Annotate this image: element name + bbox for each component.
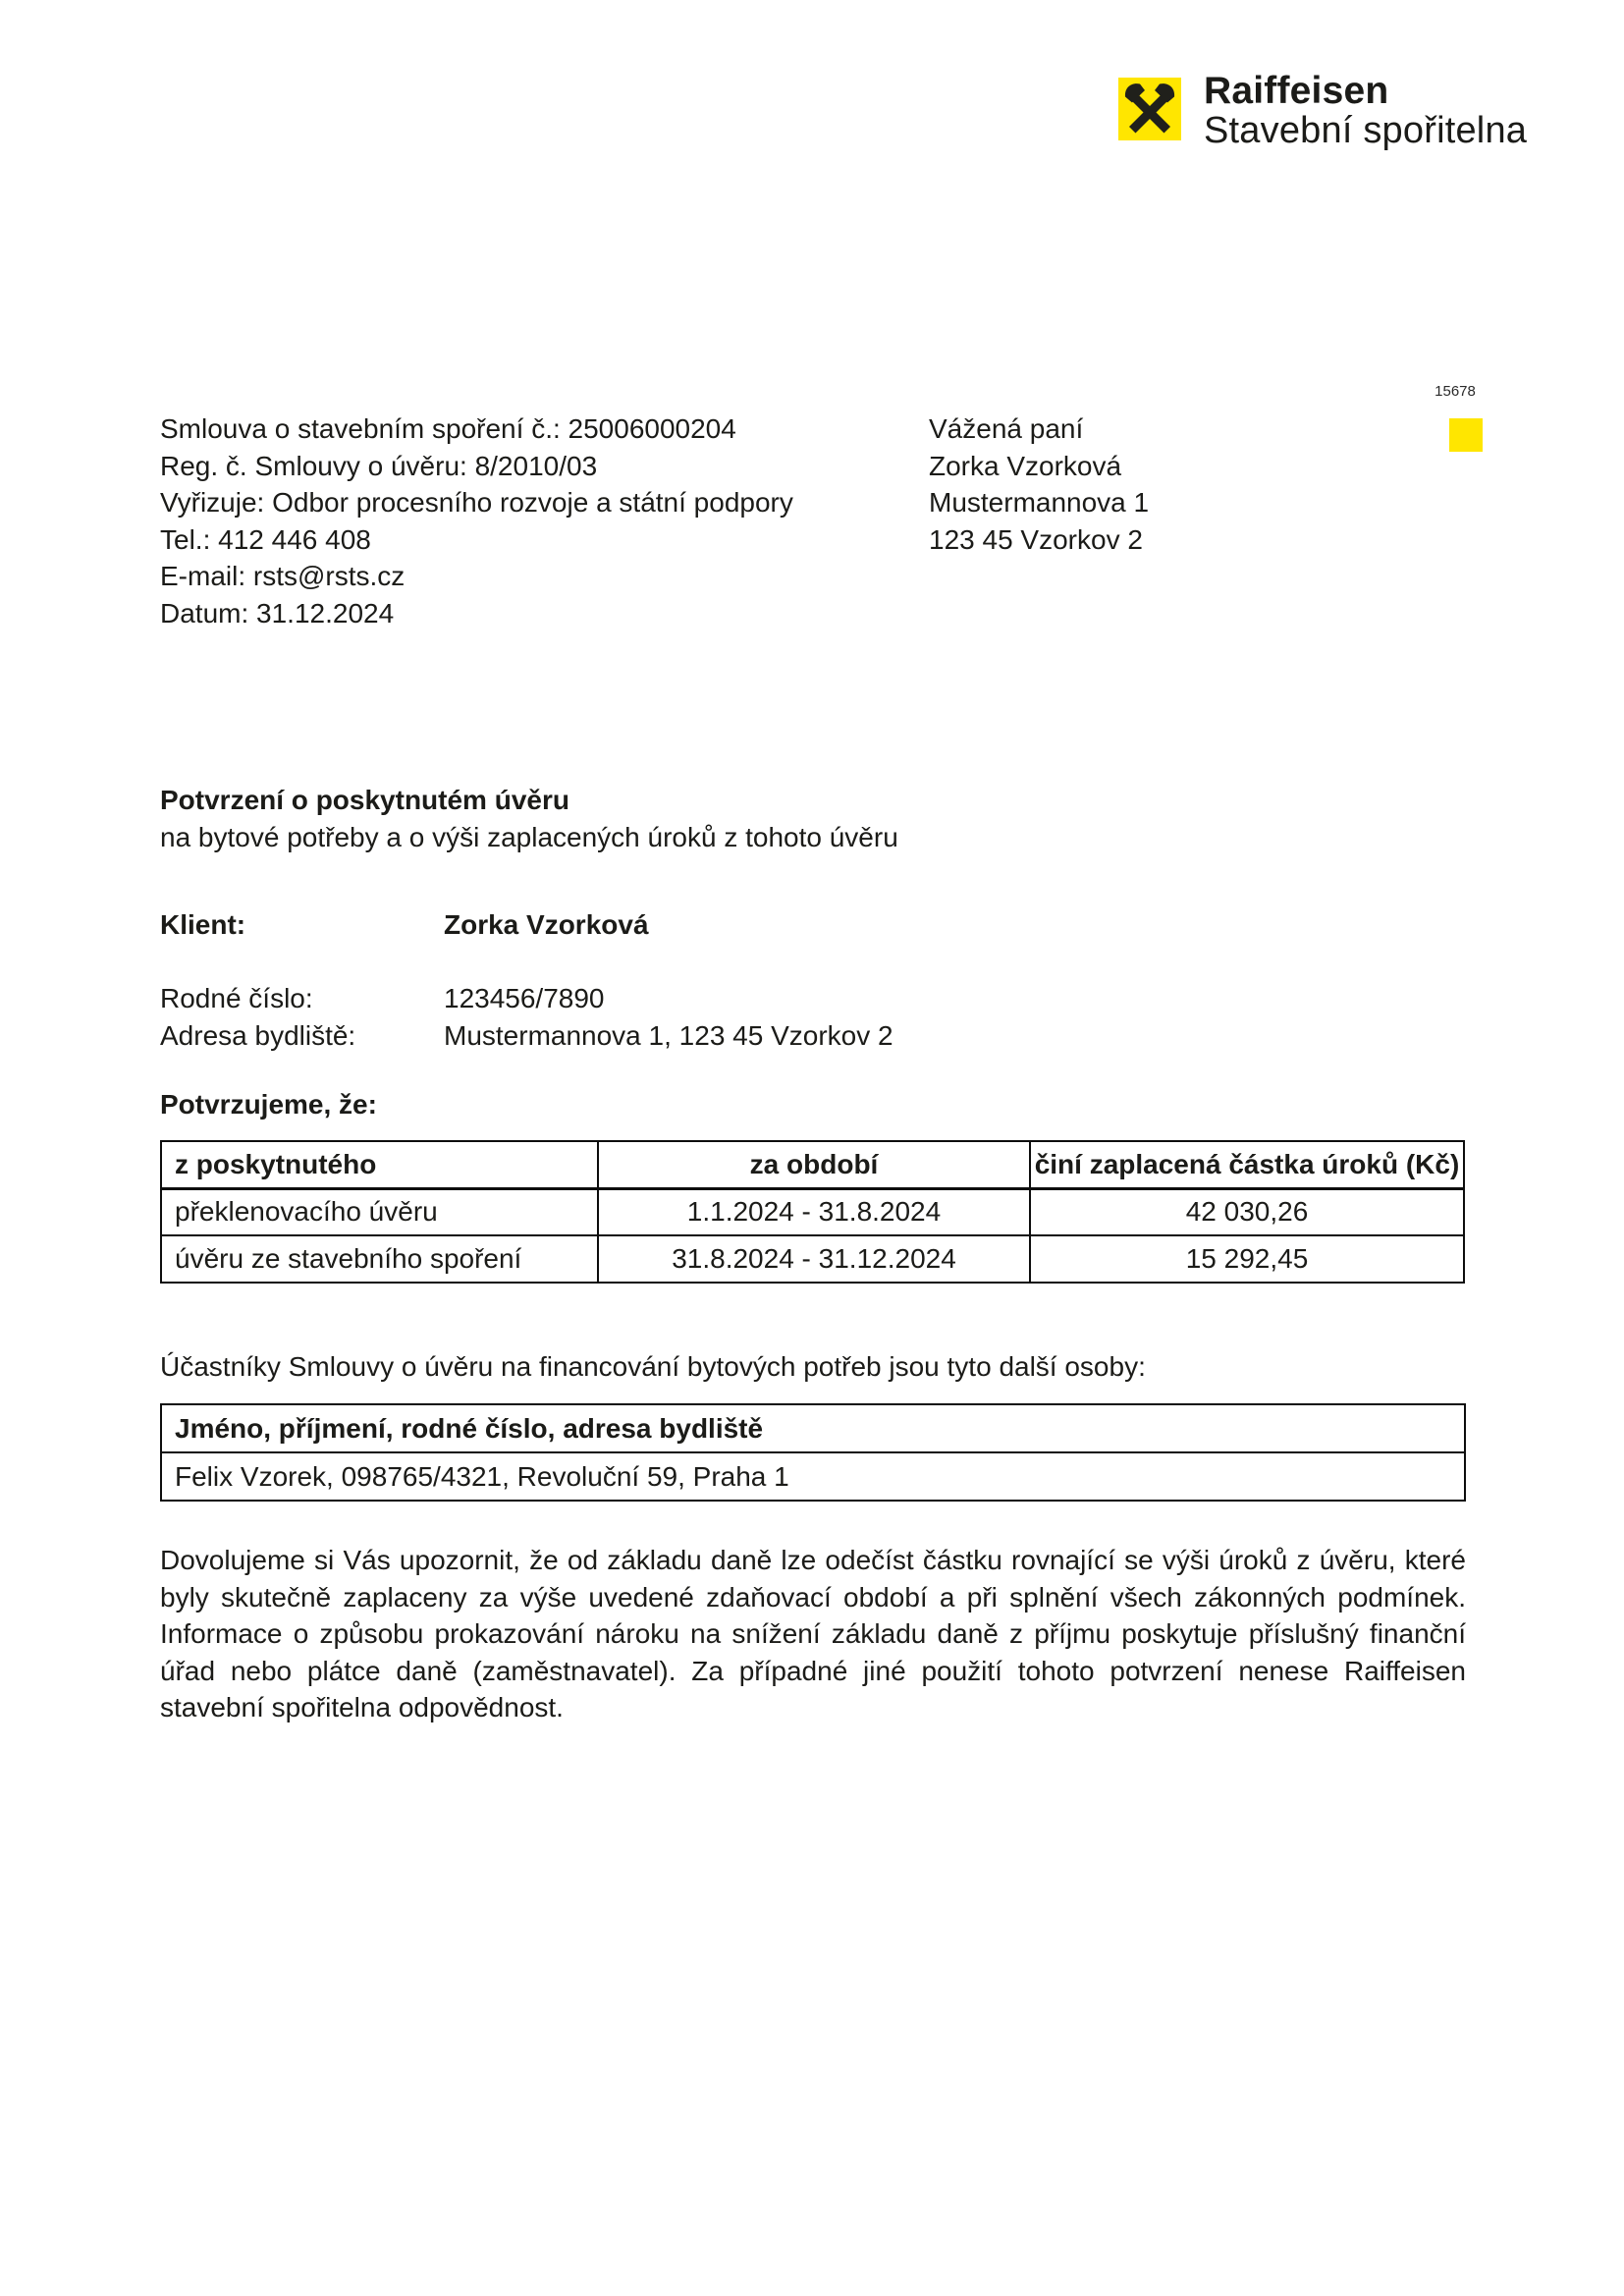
yellow-corner-marker bbox=[1449, 418, 1483, 452]
birth-number-label: Rodné číslo: bbox=[160, 983, 313, 1013]
text-line: Vyřizuje: Odbor procesního rozvoje a státní podpory bbox=[160, 487, 793, 518]
participants-intro: Účastníky Smlouvy o úvěru na financování bytových potřeb jsou tyto další osoby: bbox=[160, 1351, 1146, 1382]
col-header-period: za období bbox=[598, 1141, 1030, 1188]
text-line: Tel.: 412 446 408 bbox=[160, 523, 371, 555]
form-code: 15678 bbox=[1435, 383, 1476, 400]
title-line-2: na bytové potřeby a o výši zaplacených úroků z tohoto úvěru bbox=[160, 821, 898, 852]
table-row bbox=[161, 1452, 1465, 1501]
col-header-loan-type: z poskytnutého bbox=[161, 1141, 598, 1188]
addressee-block bbox=[929, 410, 1149, 558]
table-cell: 42 030,26 bbox=[1030, 1188, 1464, 1235]
client-label: Klient: bbox=[160, 909, 246, 940]
spacer bbox=[160, 944, 893, 981]
table-cell: úvěru ze stavebního spoření bbox=[161, 1235, 598, 1283]
text-line: Smlouva o stavebním spoření č.: 25006000204 bbox=[160, 413, 736, 444]
address-value: Mustermannova 1, 123 45 Vzorkov 2 bbox=[444, 1019, 893, 1051]
brand-name: Raiffeisen bbox=[1204, 70, 1389, 112]
table-cell: 15 292,45 bbox=[1030, 1235, 1464, 1283]
text-line: Zorka Vzorková bbox=[929, 450, 1122, 481]
client-name: Zorka Vzorková bbox=[444, 909, 649, 940]
client-section bbox=[160, 906, 893, 1054]
text-line: Reg. č. Smlouvy o úvěru: 8/2010/03 bbox=[160, 450, 598, 481]
confirm-heading: Potvrzujeme, že: bbox=[160, 1089, 377, 1120]
text-line: Mustermannova 1 bbox=[929, 487, 1150, 518]
interest-table-header-row bbox=[161, 1141, 1464, 1188]
table-row bbox=[161, 1235, 1464, 1283]
brand-subname: Stavební spořitelna bbox=[1204, 110, 1528, 151]
document-title bbox=[160, 782, 898, 855]
participants-header-row bbox=[161, 1404, 1465, 1452]
text-line: Vážená paní bbox=[929, 413, 1084, 444]
participants-col-header: Jméno, příjmení, rodné číslo, adresa bydliště bbox=[161, 1404, 1465, 1452]
title-line-1: Potvrzení o poskytnutém úvěru bbox=[160, 785, 569, 815]
disclaimer-paragraph: Dovolujeme si Vás upozornit, že od základu daně lze odečíst částku rovnající se výši úroků z úvěru, které byly skutečně zaplaceny za výše uvedené zdaňovací období a při splnění všech zákonných podmínek. Informace o způsobu prokazování nároku na snížení základu daně z příjmu poskytuje příslušný finanční úřad nebo plátce daně (zaměstnavatel). Za případné jiné použití tohoto potvrzení nenese Raiffeisen stavební spořitelna odpovědnost. bbox=[160, 1545, 1466, 1722]
raiffeisen-gable-cross-icon bbox=[1118, 78, 1181, 140]
birth-number-value: 123456/7890 bbox=[444, 983, 605, 1013]
table-row bbox=[161, 1188, 1464, 1235]
col-header-amount: činí zaplacená částka úroků (Kč) bbox=[1030, 1141, 1464, 1188]
text-line: 123 45 Vzorkov 2 bbox=[929, 523, 1143, 555]
table-cell: 31.8.2024 - 31.12.2024 bbox=[598, 1235, 1030, 1283]
interest-table bbox=[160, 1140, 1465, 1284]
table-cell: 1.1.2024 - 31.8.2024 bbox=[598, 1188, 1030, 1235]
participants-table bbox=[160, 1403, 1466, 1502]
table-cell: překlenovacího úvěru bbox=[161, 1188, 598, 1235]
text-line: E-mail: rsts@rsts.cz bbox=[160, 561, 406, 591]
brand-wordmark bbox=[1204, 71, 1527, 151]
text-line: Datum: 31.12.2024 bbox=[160, 597, 395, 629]
table-cell: Felix Vzorek, 098765/4321, Revoluční 59, Praha 1 bbox=[161, 1452, 1465, 1501]
address-label: Adresa bydliště: bbox=[160, 1019, 356, 1051]
sender-info-block bbox=[160, 410, 793, 631]
